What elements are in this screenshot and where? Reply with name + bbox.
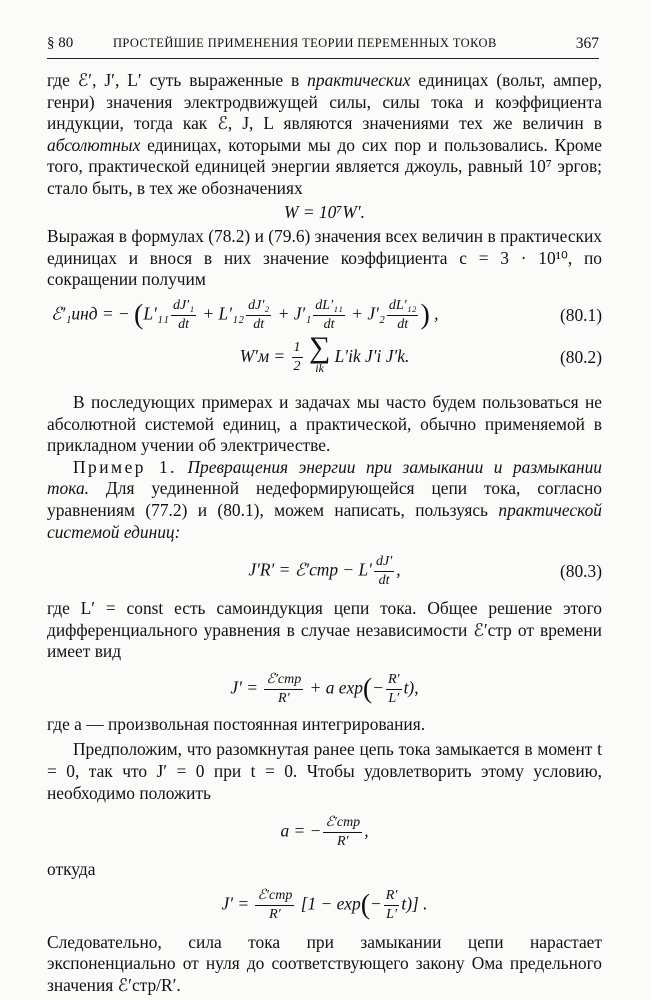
paragraph-units: где ℰ′, J′, L′ суть выраженные в практических единицах (вольт, ампер, генри) значения электродвижущей силы, силы тока и коэффициента индукции, тогда как ℰ, J, L являются значениями тех же величин в абсолютных единицах, которыми мы до сих пор и пользовались. Кроме того, практической единицей энергии является джоуль, равный 10⁷ эргов; стало быть, в тех же обозначениях: [47, 70, 602, 198]
paragraph-example-1: Пример 1. Превращения энергии при замыкании и размыкании тока. Для уединенной недеформирующейся цепи тока, согласно уравнениям (77.2) и (80.1), можем написать, пользуясь практической системой единиц:: [47, 456, 603, 542]
paragraph-substitution: Выражая в формулах (78.2) и (79.6) значения всех величин в практических единицах и внося в них значение коэффициента c = 3 · 10¹⁰, по сокращении получим: [47, 226, 602, 290]
equation-constant-a: a = − $\frac{\text{ℰ′стр}}{R'}$ ,: [280, 815, 369, 850]
paragraph-whence: откуда: [47, 859, 96, 880]
header-rule: [47, 58, 599, 59]
running-header: [47, 35, 599, 57]
page-number: 367: [575, 35, 599, 52]
paragraph-general-solution: где L′ = const есть самоиндукция цепи тока. Общее решение этого дифференциального уравнения в случае независимости ℰ′стр от времени имеет вид: [47, 598, 602, 662]
equation-final: J′ = $\frac{\text{ℰ′стр}}{R'}$ [1 − exp(− $\frac{R'}{L'}$ t)] .: [221, 887, 428, 922]
paragraph-practical-units: В последующих примерах и задачах мы часто будем пользоваться не абсолютной системой единиц, а практической, обычно применяемой в прикладном учении об электричестве.: [47, 391, 602, 456]
paragraph-initial-condition: Предположим, что разомкнутая ранее цепь тока замыкается в момент t = 0, так что J′ = 0 при t = 0. Чтобы удовлетворить этому условию, необходимо положить: [47, 739, 602, 803]
section-number: § 80: [47, 35, 74, 51]
paragraph-conclusion: Следовательно, сила тока при замыкании цепи нарастает экспоненциально от нуля до соответствующего закону Ома предельного значения ℰ′стр/R′.: [47, 931, 602, 996]
equation-80-3: J′R′ = ℰ′стр − L′ $\frac{dJ'}{dt}$ , (80.3): [248, 554, 602, 589]
page-body: [47, 70, 602, 997]
equation-energy: W = 10⁷W′.: [284, 201, 365, 222]
equation-80-2: W′м = $\frac{1}{2}$ ∑ ik L′ik J′i J′k. (80.2): [239, 330, 602, 375]
running-title: ПРОСТЕЙШИЕ ПРИМЕНЕНИЯ ТЕОРИИ ПЕРЕМЕННЫХ ТОКОВ: [113, 36, 497, 50]
equation-general-solution: J′ = $\frac{\text{ℰ′стр}}{R'}$ + a exp(− $\frac{R'}{L'}$ t),: [230, 671, 419, 706]
equation-number: (80.1): [559, 304, 602, 325]
paragraph-constant: где a — произвольная постоянная интегрирования.: [47, 713, 426, 734]
equation-number: (80.3): [559, 560, 602, 581]
equation-number: (80.2): [559, 347, 602, 368]
equation-80-1: ℰ′₁инд = − (L′₁₁ $\frac{\text{dJ′₁}}{dt}$ + L′₁₂ $\frac{\text{dJ′₂}}{dt}$ + J′₁ $\frac{\text{dL′₁₁}}{dt}$ + J′₂ $\frac{\text{dL′₁₂}}{dt}$ ) , (80.1): [51, 297, 602, 332]
